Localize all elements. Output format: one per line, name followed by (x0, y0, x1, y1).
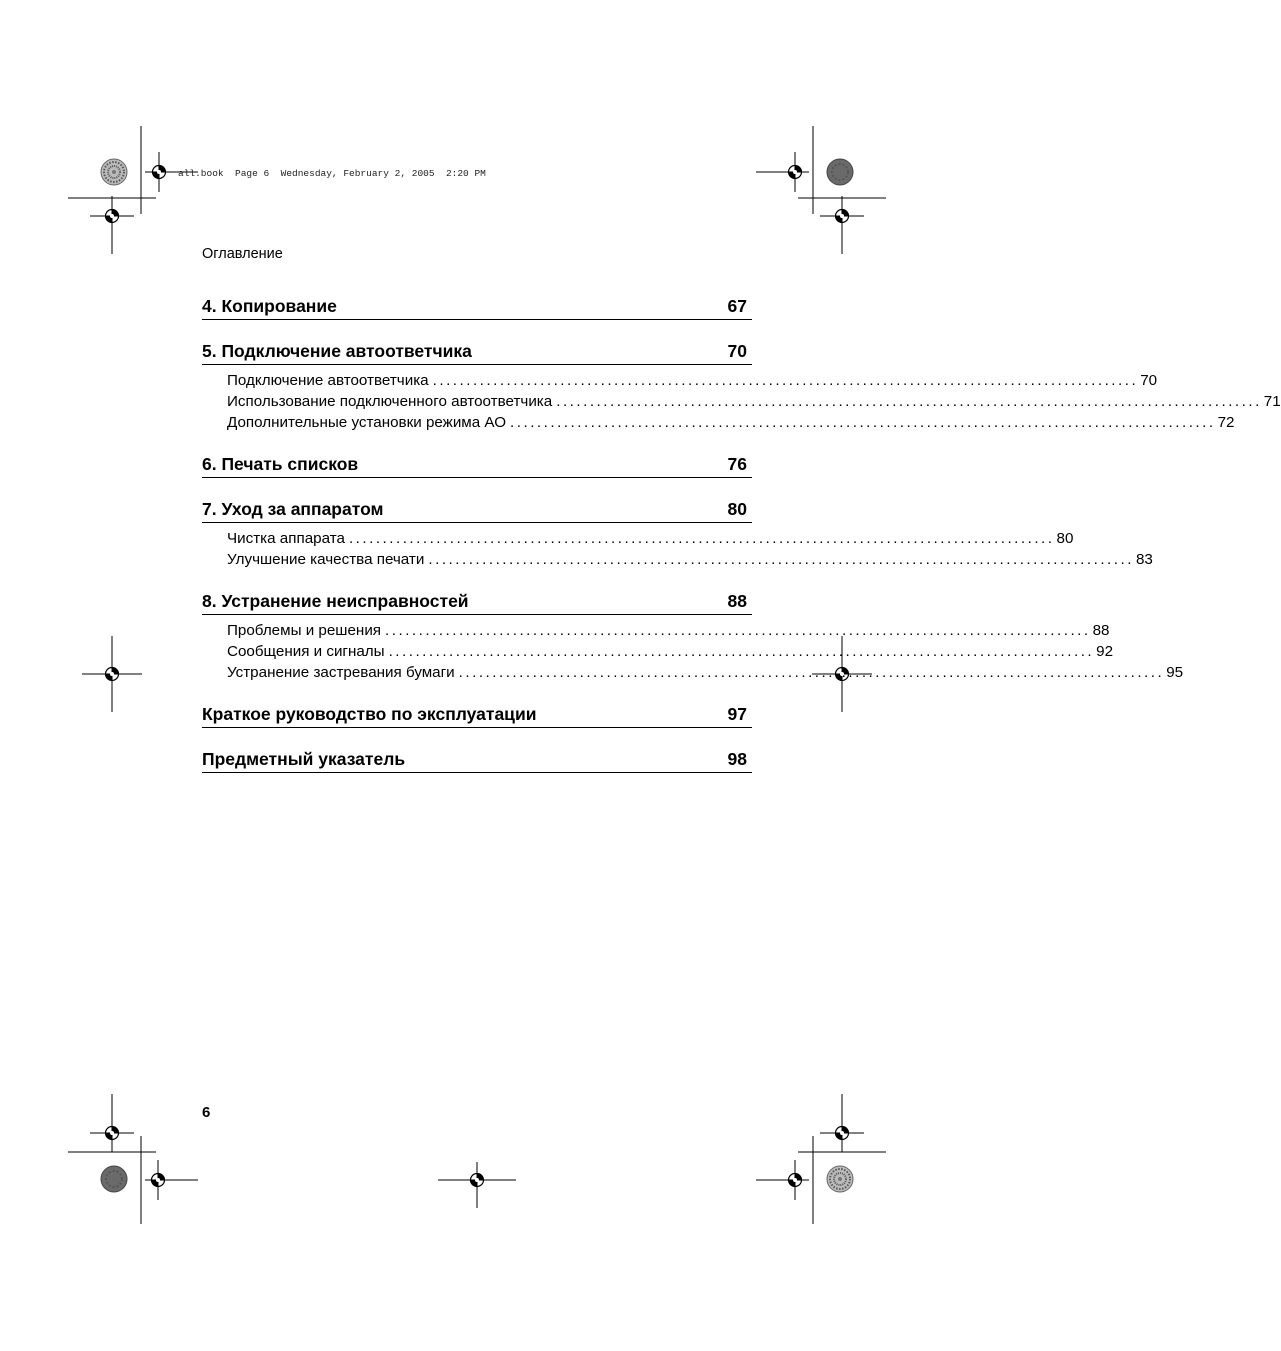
dot-leader: ......................................................................................................... (428, 551, 1134, 568)
registration-mark-icon (152, 1174, 165, 1187)
registration-mark-icon (106, 210, 119, 223)
toc-chapter[interactable] (202, 591, 752, 615)
toc-chapter[interactable] (202, 454, 752, 478)
dot-leader: ......................................................................................................... (510, 414, 1216, 431)
color-target-icon (101, 159, 127, 185)
color-target-icon (101, 1166, 127, 1192)
toc-entry[interactable] (227, 549, 1153, 570)
chapter-title: Краткое руководство по эксплуатации (202, 704, 537, 724)
entry-page: 72 (1217, 414, 1235, 431)
entry-title: Проблемы и решения (227, 622, 382, 639)
registration-mark-icon (106, 668, 119, 681)
entry-title: Подключение автоответчика (227, 372, 429, 389)
bottom-center-marks (438, 1162, 516, 1208)
toc-entries (202, 528, 1153, 570)
running-head: Оглавление (202, 246, 283, 262)
entry-page: 70 (1140, 372, 1158, 389)
top-left-marks (68, 126, 198, 254)
toc-chapter[interactable] (202, 499, 752, 523)
registration-mark-icon (836, 210, 849, 223)
registration-mark-icon (789, 166, 802, 179)
registration-mark-icon (471, 1174, 484, 1187)
chapter-page: 98 (727, 749, 747, 769)
entry-title: Использование подключенного автоответчика (227, 393, 553, 410)
toc-entries (202, 620, 1184, 683)
chapter-title: Предметный указатель (202, 749, 406, 769)
chapter-title: 5. Подключение автоответчика (202, 341, 472, 361)
entry-page: 71 (1263, 393, 1281, 410)
toc-chapter[interactable] (202, 749, 752, 773)
entry-page: 88 (1092, 622, 1110, 639)
toc-entries (202, 370, 1281, 433)
chapter-title: 8. Устранение неисправностей (202, 591, 469, 611)
toc-chapter[interactable] (202, 704, 752, 728)
bottom-right-marks (756, 1094, 886, 1224)
toc-entry[interactable] (227, 412, 1235, 433)
chapter-page: 67 (727, 296, 747, 316)
toc-entry[interactable] (227, 620, 1110, 641)
chapter-page: 80 (727, 499, 747, 519)
entry-page: 83 (1135, 551, 1153, 568)
dot-leader: ......................................................................................................... (385, 622, 1091, 639)
registration-mark-icon (836, 1127, 849, 1140)
registration-mark-icon (789, 1174, 802, 1187)
toc-entry[interactable] (227, 641, 1114, 662)
bottom-left-marks (68, 1094, 198, 1224)
entry-title: Чистка аппарата (227, 530, 345, 547)
chapter-page: 76 (727, 454, 747, 474)
chapter-title: 7. Уход за аппаратом (202, 499, 384, 519)
toc-entry[interactable] (227, 528, 1074, 549)
toc-chapter[interactable] (202, 296, 752, 320)
dot-leader: ......................................................................................................... (432, 372, 1139, 389)
dot-leader: ......................................................................................................... (458, 664, 1165, 681)
color-target-icon (827, 159, 853, 185)
middle-left-marks (82, 636, 142, 712)
color-target-icon (827, 1166, 853, 1192)
entry-title: Улучшение качества печати (227, 551, 425, 568)
toc-chapter[interactable] (202, 341, 752, 365)
registration-mark-icon (153, 166, 166, 179)
entry-page: 80 (1056, 530, 1074, 547)
table-of-contents (202, 296, 1281, 773)
entry-title: Устранение застревания бумаги (227, 664, 455, 681)
chapter-page: 88 (727, 591, 747, 611)
print-slug: all.book Page 6 Wednesday, February 2, 2005 2:20 PM (178, 168, 486, 179)
toc-entry[interactable] (227, 391, 1281, 412)
dot-leader: ......................................................................................................... (556, 393, 1262, 410)
registration-mark-icon (106, 1127, 119, 1140)
entry-title: Сообщения и сигналы (227, 643, 385, 660)
chapter-page: 97 (727, 704, 747, 724)
entry-page: 92 (1096, 643, 1114, 660)
chapter-page: 70 (727, 341, 747, 361)
dot-leader: ......................................................................................................... (348, 530, 1055, 547)
page-number: 6 (202, 1104, 211, 1121)
entry-page: 95 (1166, 664, 1184, 681)
entry-title: Дополнительные установки режима АО (227, 414, 507, 431)
chapter-title: 6. Печать списков (202, 454, 359, 474)
chapter-title: 4. Копирование (202, 296, 337, 316)
toc-entry[interactable] (227, 370, 1158, 391)
top-right-marks (756, 126, 886, 254)
dot-leader: ......................................................................................................... (388, 643, 1095, 660)
toc-entry[interactable] (227, 662, 1184, 683)
